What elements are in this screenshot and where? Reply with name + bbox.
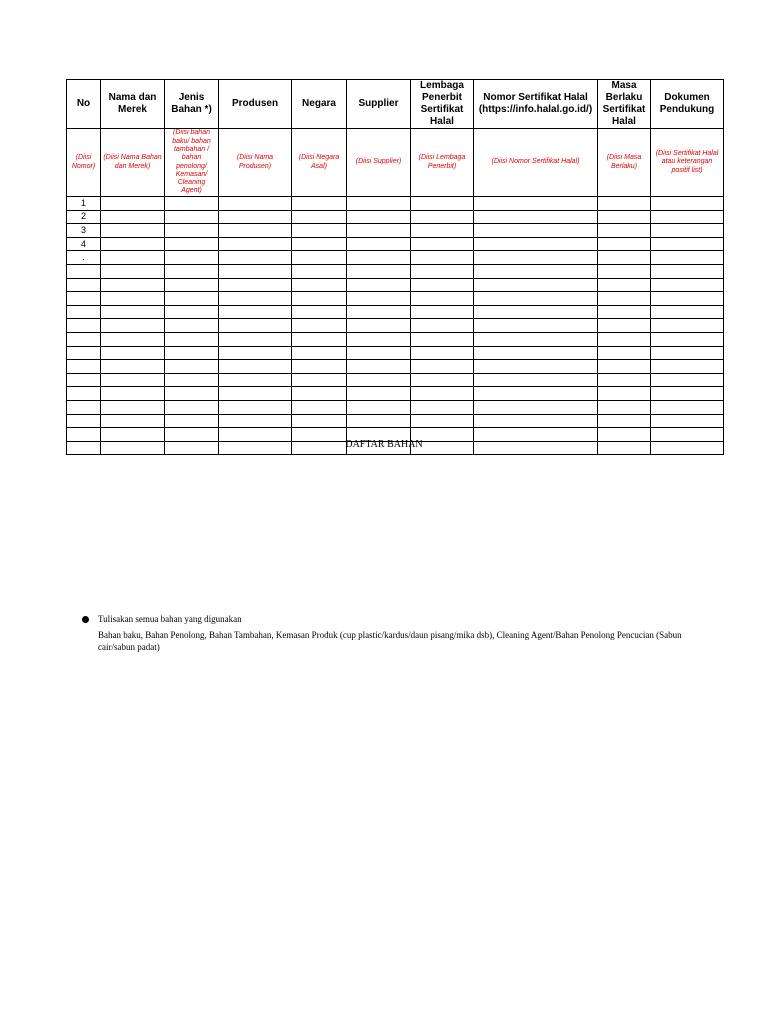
table-cell[interactable] [411,387,474,401]
table-cell[interactable] [651,237,724,251]
table-cell[interactable] [165,414,219,428]
table-cell[interactable] [347,292,411,306]
header-negara: Negara [292,80,347,129]
table-cell[interactable] [101,387,165,401]
table-cell[interactable] [474,346,598,360]
row-number-cell[interactable]: . [67,251,101,265]
table-cell[interactable] [165,224,219,238]
table-cell[interactable] [474,305,598,319]
table-cell[interactable] [165,387,219,401]
table-cell[interactable] [347,414,411,428]
table-cell[interactable] [598,224,651,238]
table-cell[interactable] [219,237,292,251]
table-cell[interactable] [651,414,724,428]
table-cell[interactable] [474,319,598,333]
table-cell[interactable] [101,346,165,360]
table-cell[interactable] [411,197,474,211]
table-cell[interactable] [474,373,598,387]
table-cell[interactable] [411,346,474,360]
table-cell[interactable] [598,305,651,319]
row-number-cell[interactable] [67,373,101,387]
table-row [67,387,724,401]
table-cell[interactable] [474,237,598,251]
table-cell[interactable] [474,414,598,428]
table-cell[interactable] [165,360,219,374]
header-nomor-sertifikat: Nomor Sertifikat Halal (https://info.halal.go.id/) [474,80,598,129]
table-cell[interactable] [474,197,598,211]
table-cell[interactable] [411,251,474,265]
table-cell[interactable] [292,224,347,238]
table-cell[interactable] [474,292,598,306]
table-cell[interactable] [292,251,347,265]
row-number-cell[interactable] [67,414,101,428]
row-number-cell[interactable]: 4 [67,237,101,251]
table-cell[interactable] [411,237,474,251]
table-cell[interactable] [165,305,219,319]
table-cell[interactable] [651,210,724,224]
table-cell[interactable] [474,251,598,265]
table-cell[interactable] [411,210,474,224]
table-cell[interactable] [165,400,219,414]
table-cell[interactable] [474,360,598,374]
hint-row [67,129,724,197]
table-cell[interactable] [474,264,598,278]
table-cell[interactable] [411,360,474,374]
table-cell[interactable] [101,305,165,319]
table-cell[interactable] [292,400,347,414]
table-cell[interactable] [651,332,724,346]
hint-supplier: (Diisi Supplier) [347,129,411,197]
table-cell[interactable] [651,387,724,401]
table-cell[interactable] [598,197,651,211]
table-cell[interactable] [219,360,292,374]
row-number-cell[interactable]: 1 [67,197,101,211]
table-cell[interactable] [165,197,219,211]
table-row [67,346,724,360]
table-cell[interactable] [101,319,165,333]
table-cell[interactable] [411,305,474,319]
table-cell[interactable] [292,332,347,346]
header-supplier: Supplier [347,80,411,129]
table-cell[interactable] [219,346,292,360]
table-cell[interactable] [292,373,347,387]
table-cell[interactable] [474,278,598,292]
table-cell[interactable] [474,224,598,238]
table-cell[interactable] [101,224,165,238]
table-cell[interactable] [219,305,292,319]
table-cell[interactable] [411,414,474,428]
table-cell[interactable] [292,237,347,251]
table-cell[interactable] [598,264,651,278]
row-number-cell[interactable]: 2 [67,210,101,224]
table-cell[interactable] [598,373,651,387]
table-cell[interactable] [292,360,347,374]
table-cell[interactable] [598,210,651,224]
header-lembaga-penerbit: Lembaga Penerbit Sertifikat Halal [411,80,474,129]
table-cell[interactable] [347,373,411,387]
row-number-cell[interactable]: 3 [67,224,101,238]
hint-jenis-bahan: (Diisi bahan baku/ bahan tambahan / bahan penolong/ Kemasan/ Cleaning Agent) [165,129,219,197]
table-cell[interactable] [292,210,347,224]
table-cell[interactable] [292,414,347,428]
bullet-dot-icon [82,616,89,623]
table-cell[interactable] [165,373,219,387]
table-row [67,414,724,428]
table-cell[interactable] [411,224,474,238]
table-cell[interactable] [474,400,598,414]
table-cell[interactable] [292,305,347,319]
note-bullet-text: Tulisakan semua bahan yang digunakan [98,614,242,624]
table-cell[interactable] [292,387,347,401]
table-cell[interactable] [101,373,165,387]
header-dokumen-pendukung: Dokumen Pendukung [651,80,724,129]
table-cell[interactable] [651,278,724,292]
table-cell[interactable] [101,278,165,292]
table-cell[interactable] [347,387,411,401]
row-number-cell[interactable] [67,346,101,360]
table-row [67,319,724,333]
table-cell[interactable] [347,278,411,292]
table-cell[interactable] [651,360,724,374]
table-cell[interactable] [411,264,474,278]
table-cell[interactable] [292,346,347,360]
table-cell[interactable] [165,346,219,360]
table-cell[interactable] [598,332,651,346]
row-number-cell[interactable] [67,387,101,401]
table-cell[interactable] [651,319,724,333]
table-cell[interactable] [598,346,651,360]
table-cell[interactable] [347,237,411,251]
table-row [67,251,724,265]
header-row [67,80,724,129]
table-cell[interactable] [292,319,347,333]
table-cell[interactable] [101,197,165,211]
header-nama-merek: Nama dan Merek [101,80,165,129]
hint-dokumen-pendukung: (Diisi Sertifikat Halal atau keterangan positif list) [651,129,724,197]
hint-negara: (Diisi Negara Asal) [292,129,347,197]
hint-masa-berlaku: (Diisi Masa Berlaku) [598,129,651,197]
table-cell[interactable] [347,264,411,278]
table-row [67,373,724,387]
table-cell[interactable] [101,400,165,414]
table-caption: DAFTAR BAHAN [345,439,423,450]
table-cell[interactable] [292,292,347,306]
table-cell[interactable] [651,346,724,360]
table-cell[interactable] [474,210,598,224]
table-cell[interactable] [347,224,411,238]
table-cell[interactable] [165,237,219,251]
table-cell[interactable] [101,292,165,306]
table-cell[interactable] [219,292,292,306]
row-number-cell[interactable] [67,278,101,292]
table-cell[interactable] [474,387,598,401]
table-cell[interactable] [101,237,165,251]
table-cell[interactable] [598,292,651,306]
table-cell[interactable] [219,387,292,401]
table-row [67,237,724,251]
table-cell[interactable] [101,360,165,374]
table-cell[interactable] [598,237,651,251]
table-cell[interactable] [165,278,219,292]
table-cell[interactable] [651,305,724,319]
table-cell[interactable] [598,414,651,428]
table-cell[interactable] [411,278,474,292]
table-cell[interactable] [165,292,219,306]
table-cell[interactable] [598,319,651,333]
table-cell[interactable] [598,400,651,414]
note-detail-text: Bahan baku, Bahan Penolong, Bahan Tambahan, Kemasan Produk (cup plastic/kardus/daun pisang/mika dsb), Cleaning Agent/Bahan Penolong Pencucian (Sabun cair/sabun padat) [98,630,682,652]
table-row [67,210,724,224]
table-cell[interactable] [219,210,292,224]
table-row [67,264,724,278]
table-cell[interactable] [651,400,724,414]
table-cell[interactable] [598,360,651,374]
table-cell[interactable] [347,305,411,319]
table-cell[interactable] [651,373,724,387]
table-cell[interactable] [219,400,292,414]
hint-lembaga-penerbit: (Diisi Lembaga Penerbit) [411,129,474,197]
table-cell[interactable] [347,210,411,224]
table-row [67,197,724,211]
table-cell[interactable] [101,264,165,278]
table-cell[interactable] [411,373,474,387]
table-cell[interactable] [165,251,219,265]
table-cell[interactable] [347,346,411,360]
table-cell[interactable] [598,278,651,292]
row-number-cell[interactable] [67,305,101,319]
table-cell[interactable] [347,197,411,211]
table-cell[interactable] [411,332,474,346]
table-row [67,360,724,374]
table-cell[interactable] [219,197,292,211]
header-no: No [67,80,101,129]
table-cell[interactable] [292,278,347,292]
hint-nomor-sertifikat: (Diisi Nomor Sertifikat Halal) [474,129,598,197]
table-row [67,305,724,319]
table-cell[interactable] [411,319,474,333]
note-bullet-line [82,613,702,625]
row-number-cell[interactable] [67,360,101,374]
table-row [67,292,724,306]
table-cell[interactable] [219,414,292,428]
row-number-cell[interactable] [67,319,101,333]
table-cell[interactable] [651,251,724,265]
table-cell[interactable] [219,373,292,387]
table-cell[interactable] [219,251,292,265]
table-row [67,224,724,238]
table-cell[interactable] [598,251,651,265]
table-cell[interactable] [219,224,292,238]
note-section [82,613,702,653]
table-cell[interactable] [292,264,347,278]
table-cell[interactable] [219,332,292,346]
table-cell[interactable] [651,264,724,278]
table-cell[interactable] [219,264,292,278]
header-produsen: Produsen [219,80,292,129]
table-cell[interactable] [651,197,724,211]
table-cell[interactable] [598,387,651,401]
table-cell[interactable] [347,360,411,374]
row-number-cell[interactable] [67,292,101,306]
table-cell[interactable] [411,400,474,414]
table-cell[interactable] [411,292,474,306]
table-cell[interactable] [165,319,219,333]
table-cell[interactable] [292,197,347,211]
table-cell[interactable] [651,224,724,238]
table-cell[interactable] [347,319,411,333]
table-row [67,332,724,346]
table-cell[interactable] [101,332,165,346]
row-number-cell[interactable] [67,400,101,414]
table-cell[interactable] [347,400,411,414]
hint-nama-merek: (Diisi Nama Bahan dan Merek) [101,129,165,197]
table-cell[interactable] [165,332,219,346]
table-cell[interactable] [101,210,165,224]
daftar-bahan-table [66,79,724,455]
table-cell[interactable] [651,292,724,306]
table-cell[interactable] [165,210,219,224]
table-cell[interactable] [347,251,411,265]
table-cell[interactable] [474,332,598,346]
table-cell[interactable] [101,414,165,428]
table-cell[interactable] [101,251,165,265]
hint-no: (Diisi Nomor) [67,129,101,197]
row-number-cell[interactable] [67,332,101,346]
hint-produsen: (Diisi Nama Produsen) [219,129,292,197]
table-cell[interactable] [165,264,219,278]
header-masa-berlaku: Masa Berlaku Sertifikat Halal [598,80,651,129]
table-cell[interactable] [219,278,292,292]
table-cell[interactable] [219,319,292,333]
row-number-cell[interactable] [67,264,101,278]
table-row [67,400,724,414]
table-row [67,278,724,292]
table-cell[interactable] [347,332,411,346]
header-jenis-bahan: Jenis Bahan *) [165,80,219,129]
